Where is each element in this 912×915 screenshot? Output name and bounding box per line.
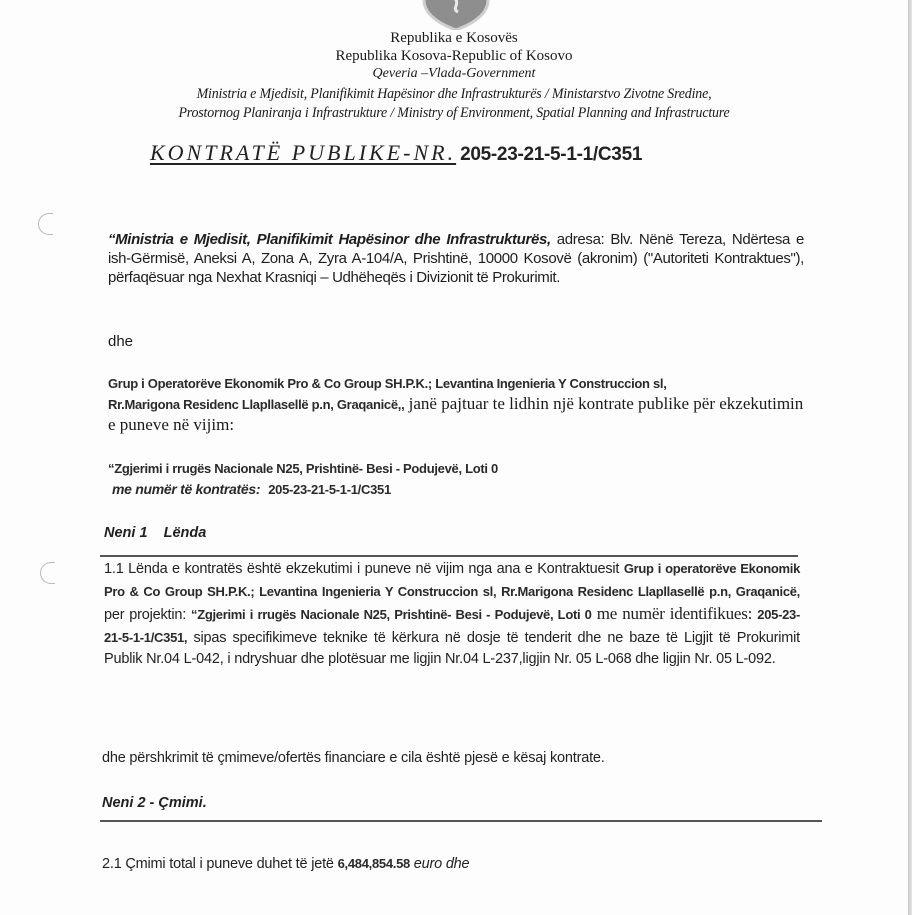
- article1-project-intro: per projektin:: [104, 607, 191, 623]
- agreement-text: janë pajtuar te lidhin një kontrate publike për ekzekutimin e puneve në vijim:: [108, 394, 804, 434]
- article1-paragraph1: [104, 558, 800, 671]
- contract-title-label: KONTRATË PUBLIKE-NR.: [150, 140, 457, 165]
- project-name: “Zgjerimi i rrugës Nacionale N25, Prishtinë- Besi - Podujevë, Loti 0: [108, 461, 498, 476]
- article1-contractor: Grup i operatorëve Ekonomik Pro & Co Group SH.P.K.; Levantina Ingenieria Y Construccion sl, Rr.Marigona Residenc Llapllasellë p.n, Graqanicë,: [104, 561, 800, 599]
- article1-number: Neni 1: [104, 525, 148, 541]
- punch-hole-mark: [38, 213, 53, 235]
- contract-title-number: 205-23-21-5-1-1/C351: [460, 144, 643, 165]
- authority-details: adresa: Blv. Nënë Tereza, Ndërtesa e ish-Gërmisë, Aneksi A, Zona A, Zyra A-104/A, Prishtinë, 10000 Kosovë (akronim) ("Autoriteti Kontraktues"), përfaqësuar nga Nexhat Krasniqi – Udhëheqës i Divizionit të Prokurimit.: [108, 231, 804, 286]
- project-block: [108, 458, 498, 500]
- article1-heading: [104, 525, 206, 541]
- conjunction-text: dhe: [108, 333, 134, 350]
- total-price-intro: 2.1 Çmimi total i puneve duhet të jetë: [102, 856, 338, 872]
- coat-of-arms-icon: [420, 0, 492, 30]
- operator-line1: Grup i Operatorëve Ekonomik Pro & Co Group SH.P.K.; Levantina Ingenieria Y Construccion sl,: [108, 376, 667, 391]
- article1-rest: sipas specifikimeve teknike të kërkura në dosje të tenderit dhe ne baze të Ligjit të Prokurimit Publik Nr.04 L-042, i ndryshuar dhe plotësuar me ligjin Nr.04 L-237,ligjin Nr. 05 L-068 dhe ligjin Nr. 05 L-092.: [104, 629, 800, 667]
- section-divider: [100, 820, 822, 822]
- article1-id-label: me numër identifikues:: [591, 604, 758, 623]
- section-divider: [100, 555, 798, 557]
- article1-intro: 1.1 Lënda e kontratës është ekzekutimi i puneve në vijim nga ana e Kontraktuesit: [104, 561, 624, 577]
- authority-name: “Ministria e Mjedisit, Planifikimit Hapësinor dhe Infrastrukturës,: [108, 231, 551, 248]
- header-ministry-line1: Ministria e Mjedisit, Planifikimit Hapësinor dhe Infrastrukturës / Ministarstvo Zivotne Sredine,: [196, 86, 712, 102]
- header-ministry-line2: Prostornog Planiranja i Infrastrukture / Ministry of Environment, Spatial Planning and Infrastructure: [178, 105, 730, 121]
- header-country-multilingual: Republika Kosova-Republic of Kosovo: [335, 48, 573, 64]
- contractor-paragraph: [108, 374, 808, 436]
- total-price-amount: 6,484,854.58: [337, 856, 410, 871]
- contracting-authority-paragraph: [108, 230, 804, 287]
- article1-project-name: “Zgjerimi i rrugës Nacionale N25, Prishtinë- Besi - Podujevë, Loti 0: [191, 607, 592, 622]
- article1-paragraph2: dhe përshkrimit të çmimeve/ofertës financiare e cila është pjesë e kësaj kontrate.: [102, 750, 605, 766]
- punch-hole-mark: [40, 562, 55, 584]
- header-government: Qeveria –Vlada-Government: [372, 66, 536, 81]
- page-edge: [908, 0, 912, 915]
- article2-heading: Neni 2 - Çmimi.: [102, 795, 207, 811]
- header-country: Republika e Kosovës: [390, 30, 518, 46]
- article2-paragraph1: [102, 856, 469, 872]
- total-price-currency: euro dhe: [409, 856, 470, 872]
- contract-title: [150, 140, 642, 166]
- contract-number-label: me numër të kontratës:: [112, 481, 261, 497]
- operator-line2: Rr.Marigona Residenc Llapllasellë p.n, Graqanicë,,: [108, 397, 405, 412]
- contract-number-value: 205-23-21-5-1-1/C351: [268, 482, 391, 497]
- article1-title: Lënda: [163, 525, 207, 541]
- article1-id-value: 205-23-21-5-1-1/C351,: [104, 607, 800, 645]
